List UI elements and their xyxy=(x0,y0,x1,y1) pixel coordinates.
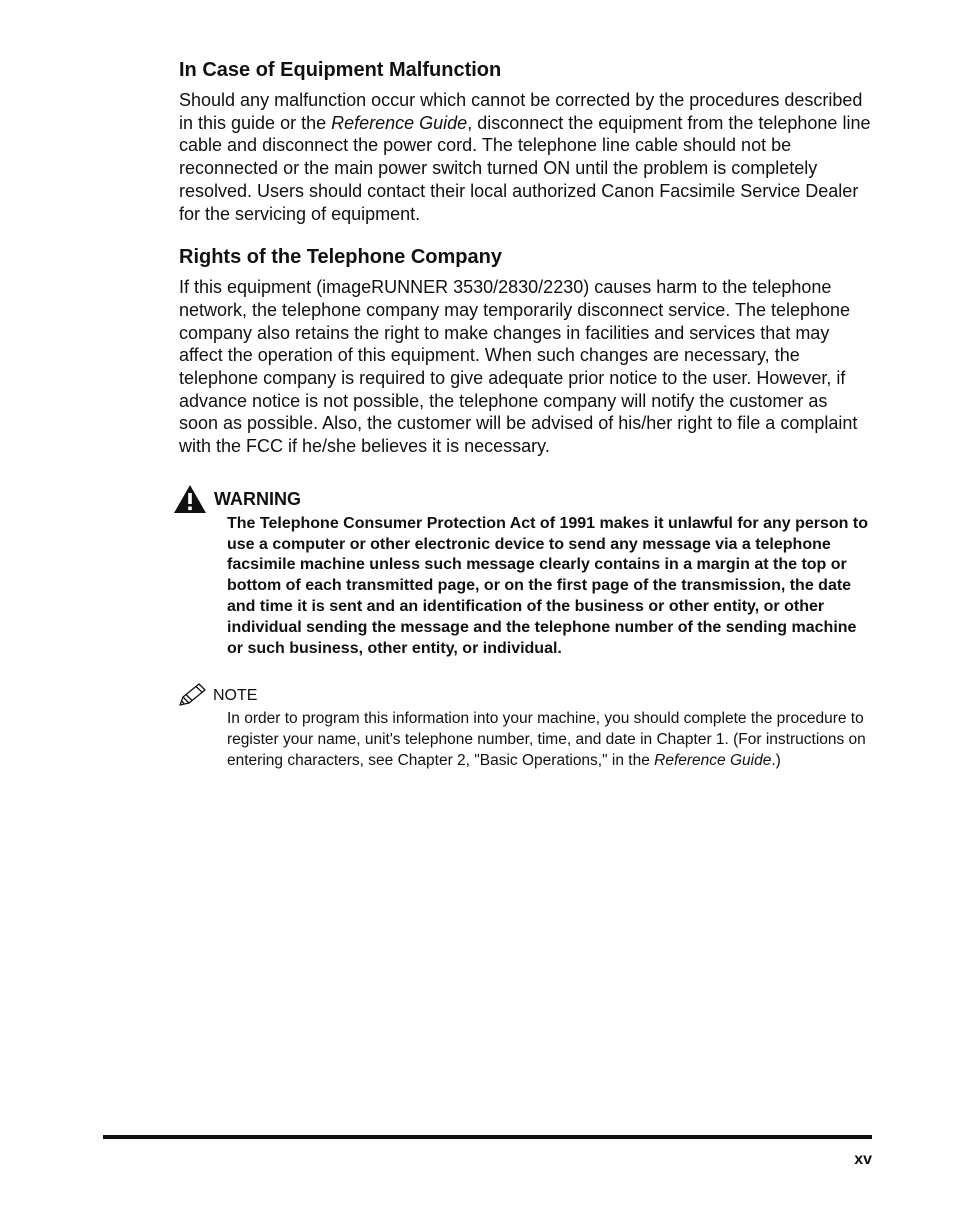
warning-title: WARNING xyxy=(214,488,301,509)
page-content xyxy=(179,58,871,772)
note-reference-guide-title: Reference Guide xyxy=(654,752,772,770)
malfunction-heading: In Case of Equipment Malfunction xyxy=(179,59,502,81)
malfunction-paragraph xyxy=(179,89,871,225)
note-title: NOTE xyxy=(213,687,258,705)
footer-rule xyxy=(103,1135,872,1139)
reference-guide-title: Reference Guide xyxy=(331,112,468,133)
warning-text: The Telephone Consumer Protection Act of 1991 makes it unlawful for any person to use a computer or other electronic device to send any message via a telephone facsimile machine unless such message clearly contains in a margin at the top or bottom of each transmitted page, or on the first page of the transmission, the date and time it is sent and an identification of the business or other entity, or other individual sending the message and the telephone number of the sending machine or such business, other entity, or individual. xyxy=(227,514,868,657)
warning-block xyxy=(179,484,871,660)
page-number: xv xyxy=(854,1151,872,1168)
note-text-end: .) xyxy=(771,752,781,770)
note-block xyxy=(179,682,871,771)
malfunction-text-start: Should any malfunction occur which cannot be corrected by the procedures described in this guide or the xyxy=(179,90,863,133)
malfunction-text-end: , disconnect the equipment from the telephone line cable and disconnect the power cord. The telephone line cable should not be reconnected or the main power switch turned ON until the problem is completely resolved. Users should contact their local authorized Canon Facsimile Service Dealer for the servicing of equipment. xyxy=(179,112,871,224)
note-text-start: In order to program this information into your machine, you should complete the procedure to register your name, unit's telephone number, time, and date in Chapter 1. (For instructions on entering characters, see Chapter 2, "Basic Operations," in the xyxy=(227,710,866,770)
rights-heading: Rights of the Telephone Company xyxy=(179,246,502,269)
rights-paragraph: If this equipment (imageRUNNER 3530/2830/2230) causes harm to the telephone network, the telephone company may temporarily disconnect service. The telephone company also retains the right to make changes in facilities and services that may affect the operation of this equipment. When such changes are necessary, the telephone company is required to give adequate prior notice to the user. However, if advance notice is not possible, the telephone company will notify the customer as soon as possible. Also, the customer will be advised of his/her right to file a complaint with the FCC if he/she believes it is necessary. xyxy=(179,277,858,457)
note-text xyxy=(227,709,867,771)
pencil-icon xyxy=(177,682,207,708)
warning-triangle-icon xyxy=(173,484,207,514)
